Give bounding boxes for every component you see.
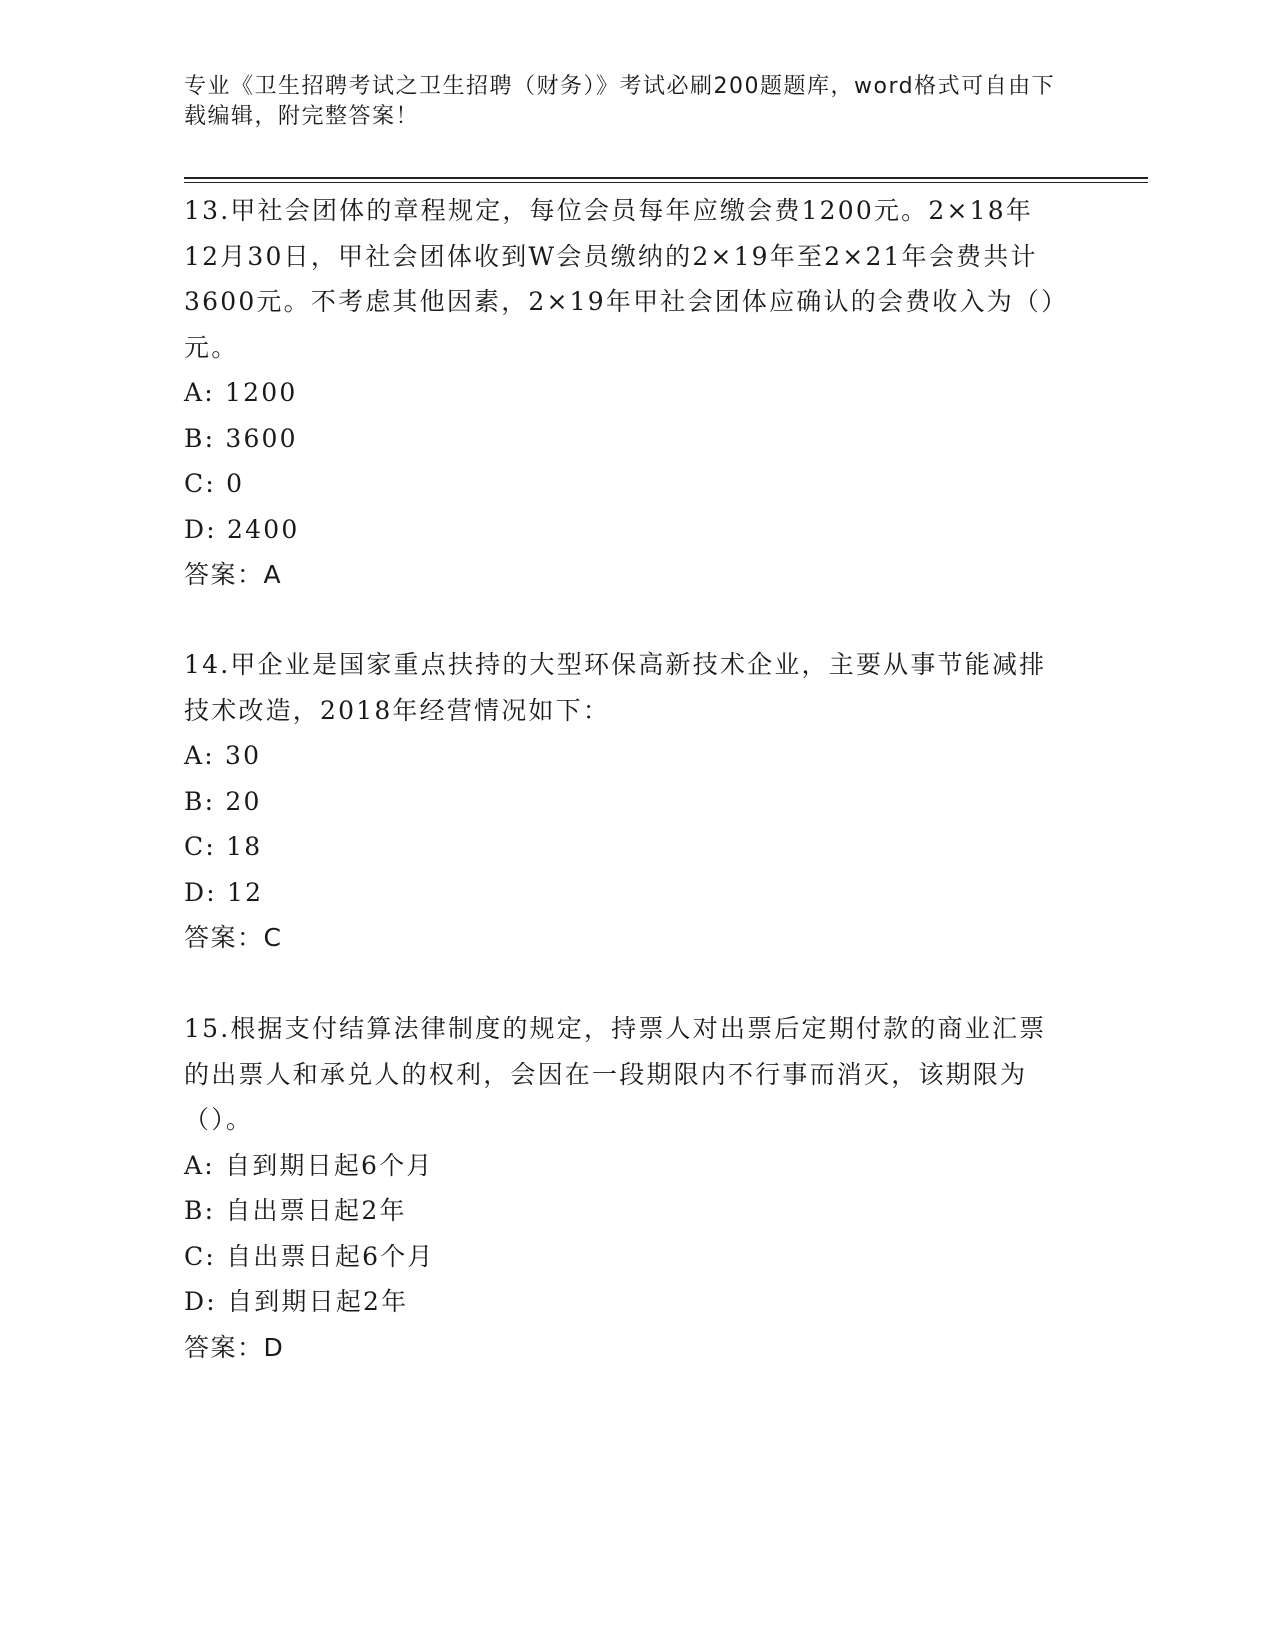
option-a: A: 30 <box>184 741 262 770</box>
answer-label: 答案：A <box>184 560 283 589</box>
answer-label: 答案：C <box>184 923 283 952</box>
question-13 <box>184 188 1064 598</box>
option-d: D: 自到期日起2年 <box>184 1287 409 1316</box>
option-c: C: 18 <box>184 832 263 861</box>
option-d: D: 2400 <box>184 514 300 544</box>
header-divider-thin <box>184 182 1148 183</box>
answer-label: 答案：D <box>184 1332 285 1362</box>
option-c: C: 自出票日起6个月 <box>184 1241 435 1271</box>
question-stem: 14.甲企业是国家重点扶持的大型环保高新技术企业，主要从事节能减排技术改造，2018年经营情况如下： <box>184 650 1047 725</box>
option-b: B: 自出票日起2年 <box>184 1196 407 1225</box>
question-14 <box>184 642 1064 961</box>
option-a: A: 自到期日起6个月 <box>184 1150 434 1180</box>
question-stem: 15.根据支付结算法律制度的规定，持票人对出票后定期付款的商业汇票的出票人和承兑人的权利，会因在一段期限内不行事而消灭，该期限为（）。 <box>184 1014 1047 1134</box>
question-15 <box>184 1006 1064 1370</box>
option-b: B: 3600 <box>184 423 298 453</box>
header-divider-thick <box>184 177 1148 179</box>
option-c: C: 0 <box>184 469 245 498</box>
question-stem: 13.甲社会团体的章程规定，每位会员每年应缴会费1200元。2×18年12月30日，甲社会团体收到W会员缴纳的2×19年至2×21年会费共计3600元。不考虑其他因素，2×19年甲社会团体应确认的会费收入为（）元。 <box>184 196 1056 362</box>
document-header: 专业《卫生招聘考试之卫生招聘（财务）》考试必刷200题题库，word格式可自由下载编辑，附完整答案！ <box>184 74 1056 129</box>
option-a: A: 1200 <box>184 378 298 407</box>
option-b: B: 20 <box>184 786 262 816</box>
option-d: D: 12 <box>184 877 264 907</box>
